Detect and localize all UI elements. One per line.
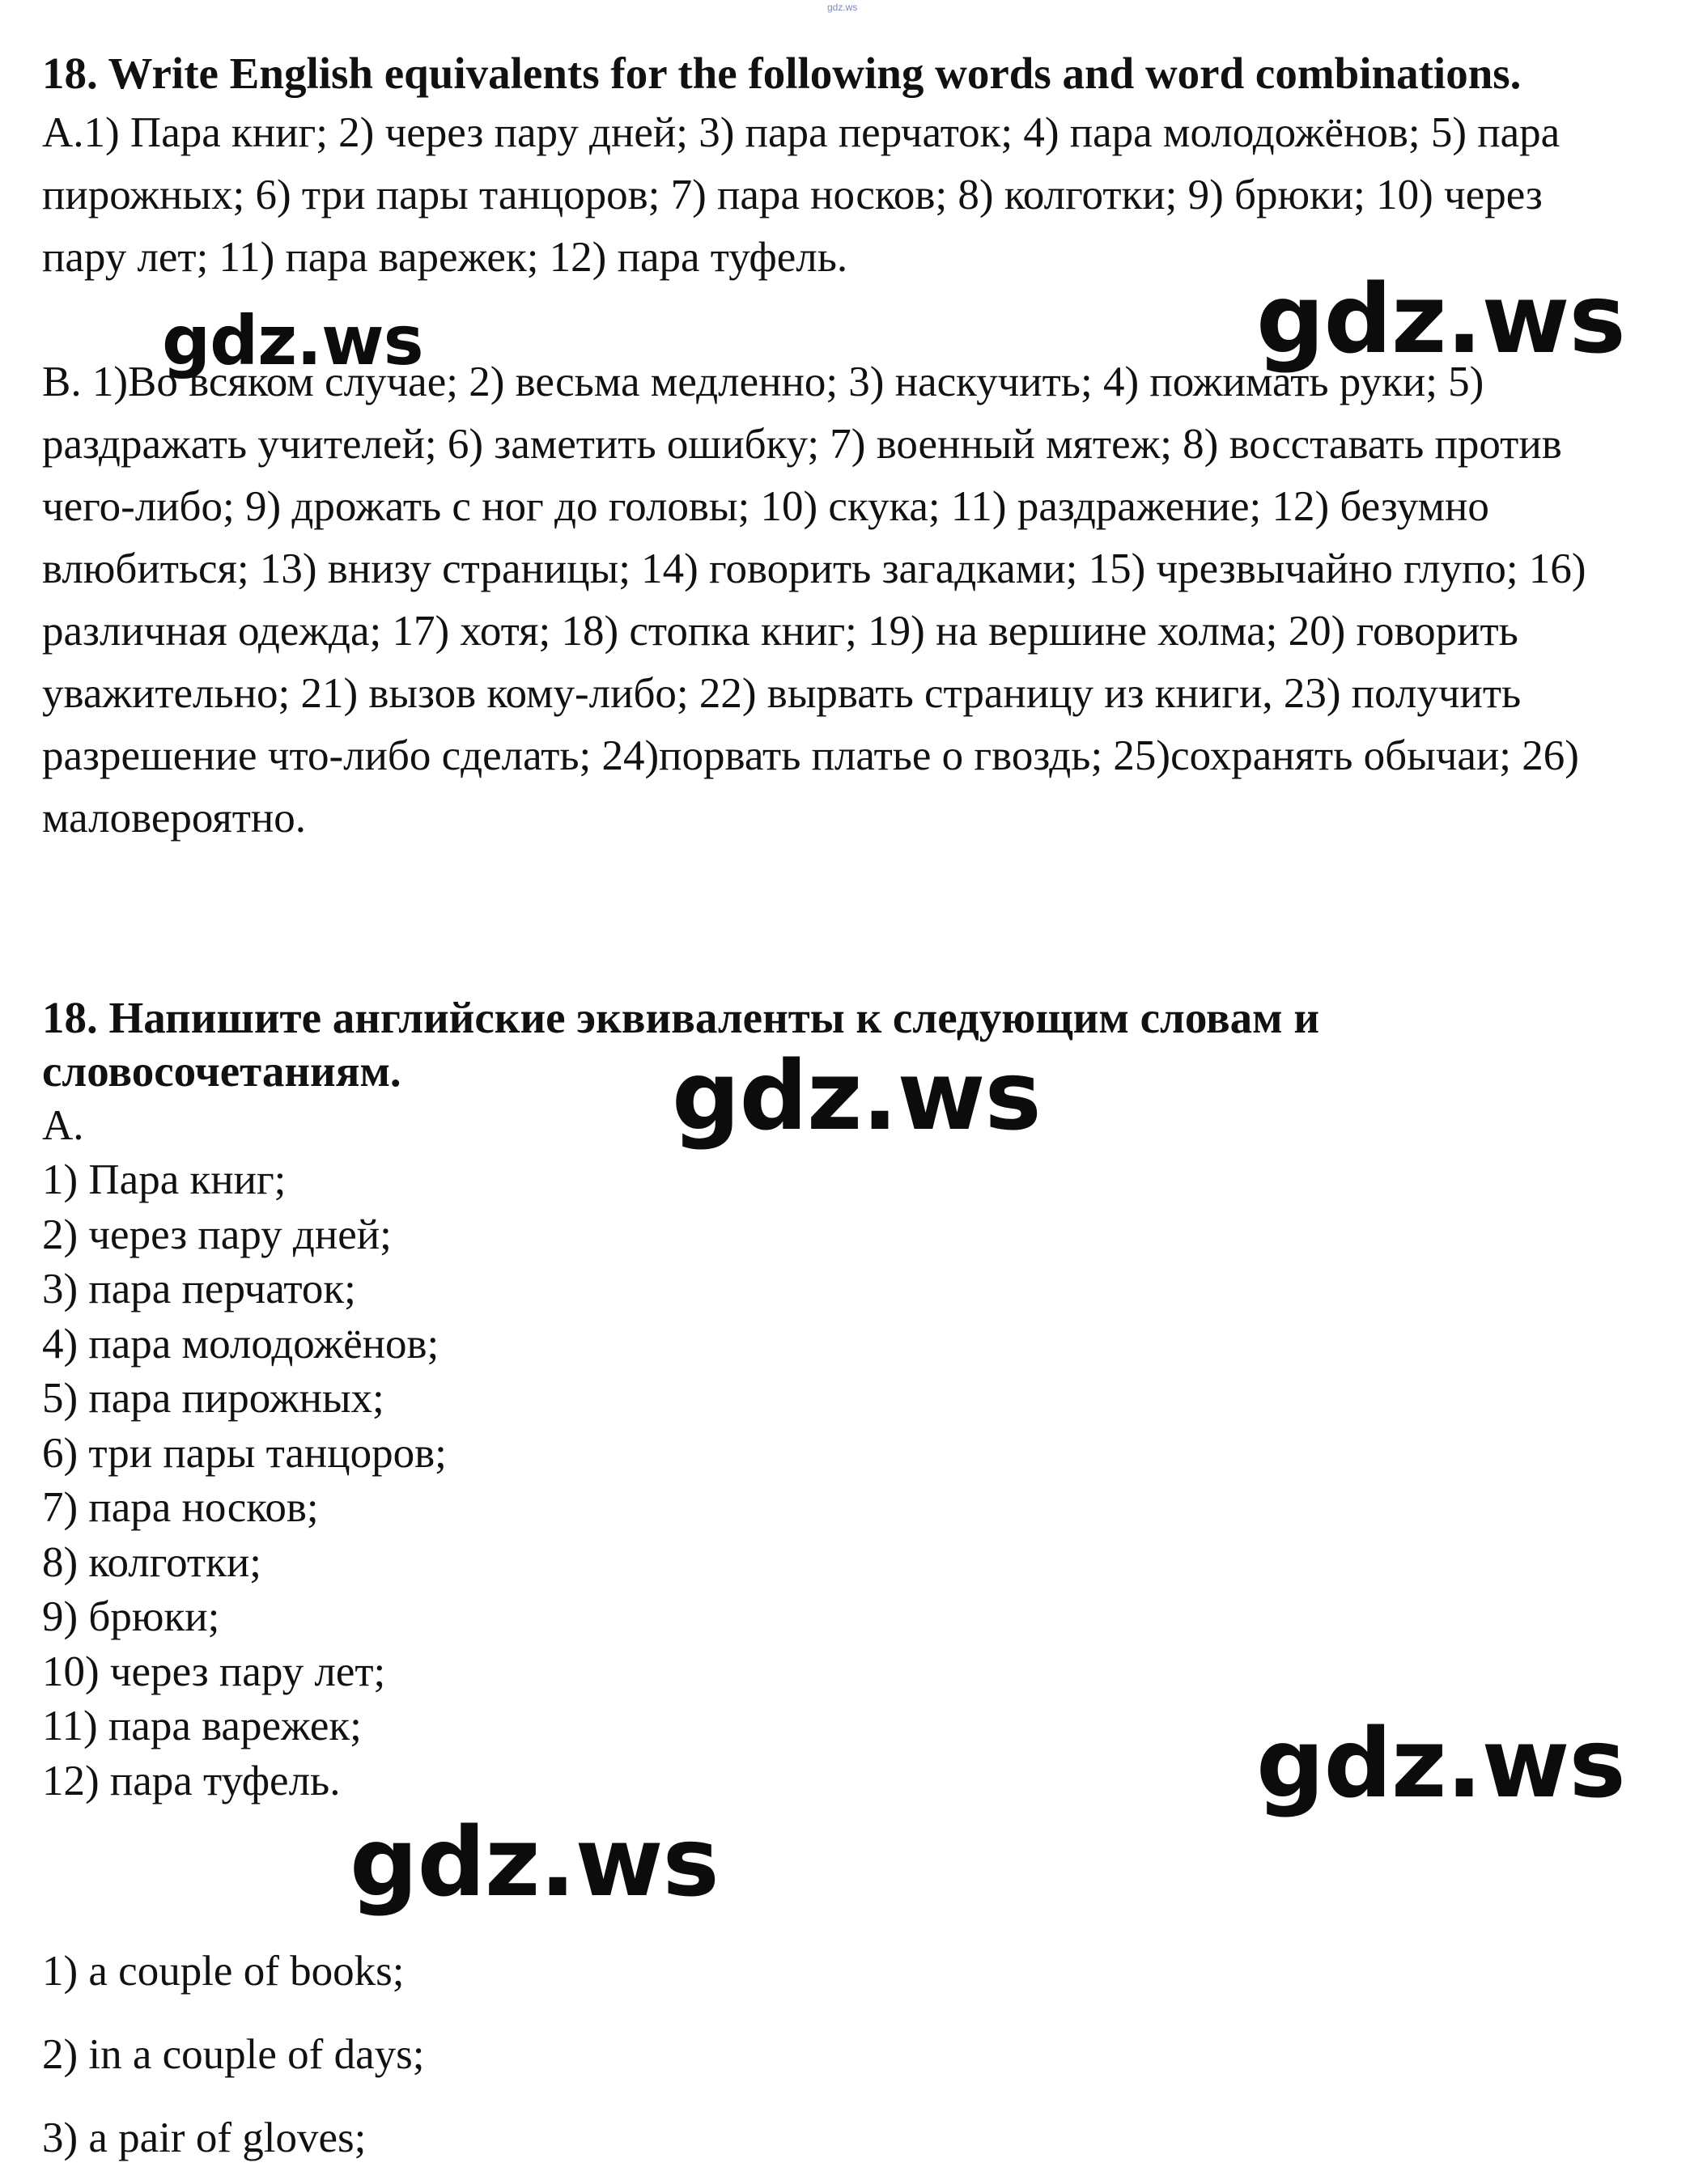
- top-watermark-tag: gdz.ws: [827, 2, 858, 13]
- list-item: 6) три пары танцоров;: [42, 1429, 447, 1477]
- answer-item: 1) a couple of books;: [42, 1948, 405, 1995]
- exercise-heading-en: 18. Write English equivalents for the following words and word combinations.: [42, 49, 1522, 98]
- answer-item: 3) a pair of gloves;: [42, 2114, 367, 2161]
- watermark: gdz.ws: [1256, 1707, 1625, 1819]
- list-item: 7) пара носков;: [42, 1484, 319, 1531]
- list-item: 3) пара перчаток;: [42, 1266, 356, 1313]
- watermark: gdz.ws: [1256, 263, 1625, 375]
- list-item: 2) через пару дней;: [42, 1211, 392, 1258]
- list-item: 11) пара варежек;: [42, 1703, 362, 1749]
- part-b-paragraph: B. 1)Во всяком случае; 2) весьма медленно; 3) наскучить; 4) пожимать руки; 5) раздражать учителей; 6) заметить ошибку; 7) военный мятеж; 8) восставать против чего-либо; 9) дрожать с ног до головы; 10) скука; 11) раздражение; 12) безумно влюбиться; 13) внизу страницы; 14) говорить загадками; 15) чрезвычайно глупо; 16) различная одежда; 17) хотя; 18) стопка книг; 19) на вершине холма; 20) говорить уважительно; 21) вызов кому-либо; 22) вырвать страницу из книги, 23) получить разрешение что-либо сделать; 24)порвать платье о гвоздь; 25)сохранять обычаи; 26) маловероятно.: [42, 358, 1586, 842]
- list-item: 12) пара туфель.: [42, 1757, 341, 1804]
- list-item: 8) колготки;: [42, 1538, 261, 1586]
- answer-item: 2) in a couple of days;: [42, 2031, 425, 2078]
- list-item: 5) пара пирожных;: [42, 1375, 384, 1422]
- exercise-heading-ru-line1: 18. Напишите английские эквиваленты к следующим словам и: [42, 993, 1320, 1042]
- list-item: 4) пара молодожёнов;: [42, 1320, 439, 1368]
- list-item: 1) Пара книг;: [42, 1156, 287, 1203]
- part-a-paragraph: A.1) Пара книг; 2) через пару дней; 3) пара перчаток; 4) пара молодожёнов; 5) пара пирожных; 6) три пары танцоров; 7) пара носков; 8) колготки; 9) брюки; 10) через пару лет; 11) пара варежек; 12) пара туфель.: [42, 109, 1560, 281]
- watermark: gdz.ws: [350, 1806, 719, 1918]
- exercise-en-section: [42, 47, 1628, 850]
- part-a-label: А.: [42, 1102, 84, 1149]
- answer-list: [42, 1930, 1628, 2180]
- list-item: 9) брюки;: [42, 1593, 220, 1640]
- exercise-heading-ru-line2: словосочетаниям.: [42, 1046, 401, 1096]
- list-item: 10) через пару лет;: [42, 1648, 386, 1695]
- watermark: gdz.ws: [162, 301, 423, 380]
- watermark: gdz.ws: [672, 1040, 1041, 1151]
